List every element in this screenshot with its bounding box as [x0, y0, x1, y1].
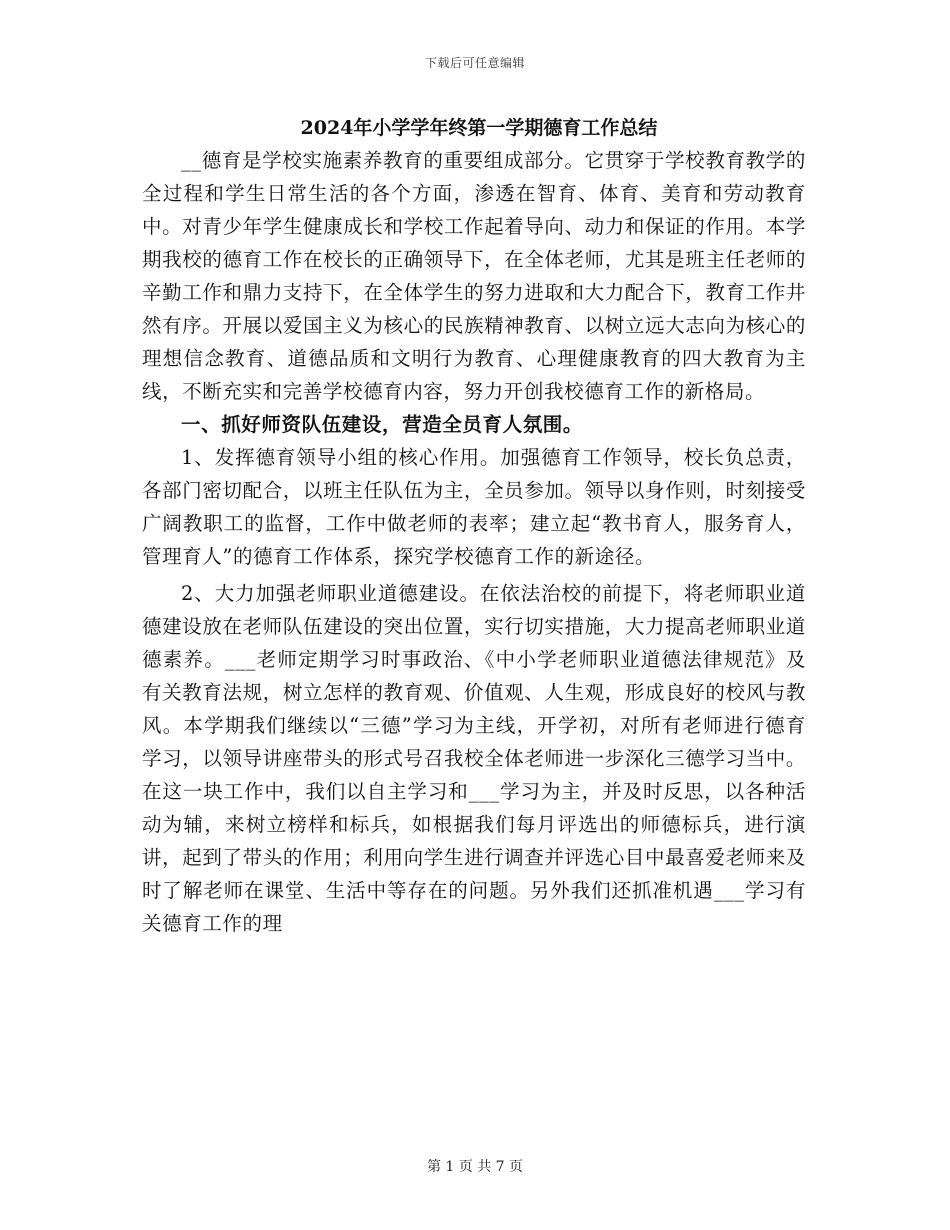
document-title: 2024年小学学年终第一学期德育工作总结 — [300, 117, 658, 139]
document-body — [142, 112, 806, 940]
intro-paragraph: __德育是学校实施素养教育的重要组成部分。它贯穿于学校教育教学的全过程和学生日常生活的各个方面，渗透在智育、体育、美育和劳动教育中。对青少年学生健康成长和学校工作起着导向、动力和保证的作用。本学期我校的德育工作在校长的正确领导下，在全体老师，尤其是班主任老师的辛勤工作和鼎力支持下，在全体学生的努力进取和大力配合下，教育工作井然有序。开展以爱国主义为核心的民族精神教育、以树立远大志向为核心的理想信念教育、道德品质和文明行为教育、心理健康教育的四大教育为主线，不断充实和完善学校德育内容，努力开创我校德育工作的新格局。 — [142, 149, 806, 403]
page-number: 第 1 页 共 7 页 — [426, 1159, 524, 1175]
item-paragraph-1: 1、发挥德育领导小组的核心作用。加强德育工作领导，校长负总责，各部门密切配合，以班主任队伍为主，全员参加。领导以身作则，时刻接受广阔教职工的监督，工作中做老师的表率；建立起“教书育人，服务育人，管理育人”的德育工作体系，探究学校德育工作的新途径。 — [142, 446, 806, 568]
header-note: 下载后可任意编辑 — [424, 56, 525, 70]
item-paragraph-2: 2、大力加强老师职业道德建设。在依法治校的前提下，将老师职业道德建设放在老师队伍建设的突出位置，实行切实措施，大力提高老师职业道德素养。___老师定期学习时事政治、《中小学老师职业道德法律规范》及有关教育法规，树立怎样的教育观、价值观、人生观，形成良好的校风与教风。本学期我们继续以“三德”学习为主线，开学初，对所有老师进行德育学习，以领导讲座带头的形式号召我校全体老师进一步深化三德学习当中。在这一块工作中，我们以自主学习和___学习为主，并及时反思，以各种活动为辅，来树立榜样和标兵，如根据我们每月评选出的师德标兵，进行演讲，起到了带头的作用；利用向学生进行调查并评选心目中最喜爱老师来及时了解老师在课堂、生活中等存在的问题。另外我们还抓准机遇___学习有关德育工作的理 — [142, 582, 806, 935]
section-heading-1: 一、抓好师资队伍建设，营造全员育人氛围。 — [181, 413, 584, 436]
